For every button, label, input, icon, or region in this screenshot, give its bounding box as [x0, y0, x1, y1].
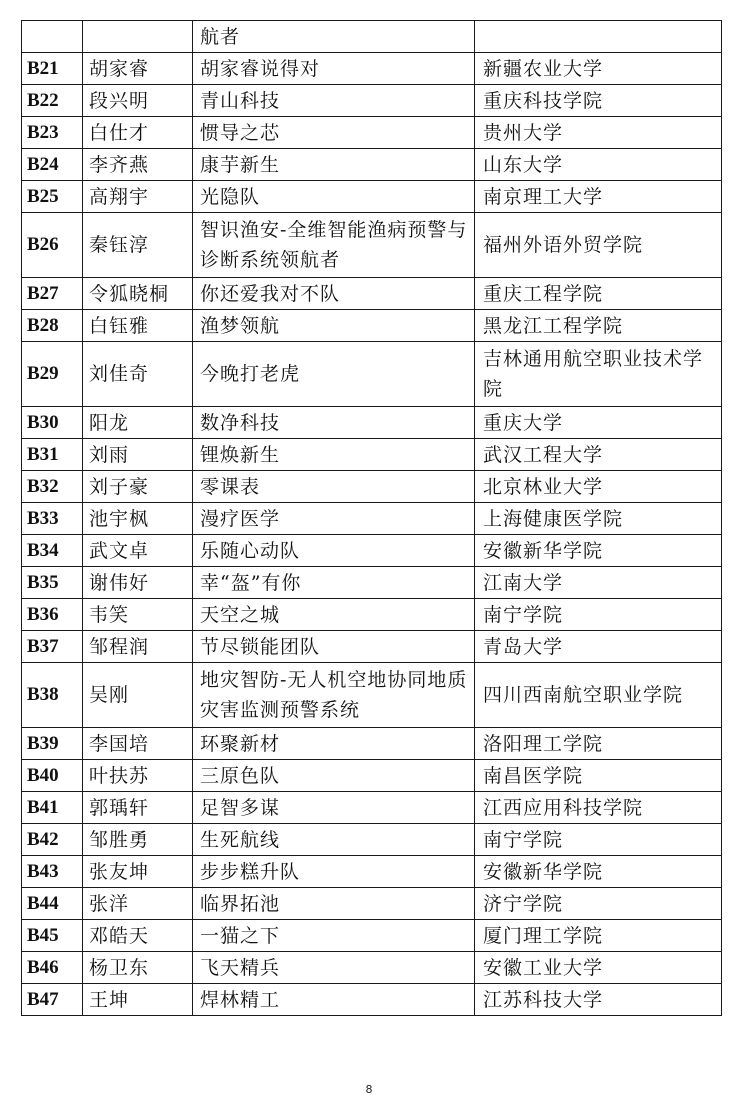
table-row: [22, 920, 722, 952]
project-name-cell: 环聚新材: [193, 728, 475, 760]
school-name-cell: 黑龙江工程学院: [475, 310, 722, 342]
team-id-cell: B38: [22, 663, 83, 728]
team-id-cell: B27: [22, 278, 83, 310]
team-id-cell: B37: [22, 631, 83, 663]
school-name-cell: 上海健康医学院: [475, 503, 722, 535]
leader-name-cell: 杨卫东: [83, 952, 193, 984]
team-list-table: [21, 20, 722, 1016]
table-row: [22, 181, 722, 213]
table-row: [22, 535, 722, 567]
team-id-cell: B28: [22, 310, 83, 342]
school-name-cell: 安徽新华学院: [475, 535, 722, 567]
leader-name-cell: 谢伟好: [83, 567, 193, 599]
team-id-cell: B22: [22, 85, 83, 117]
table-row: [22, 888, 722, 920]
leader-name-cell: [83, 21, 193, 53]
leader-name-cell: 李国培: [83, 728, 193, 760]
project-name-cell: 天空之城: [193, 599, 475, 631]
table-row: [22, 53, 722, 85]
leader-name-cell: 张友坤: [83, 856, 193, 888]
leader-name-cell: 李齐燕: [83, 149, 193, 181]
project-name-cell: 康芋新生: [193, 149, 475, 181]
leader-name-cell: 秦钰淳: [83, 213, 193, 278]
school-name-cell: 重庆大学: [475, 407, 722, 439]
team-id-cell: B32: [22, 471, 83, 503]
project-name-cell: 飞天精兵: [193, 952, 475, 984]
table-row: [22, 149, 722, 181]
project-name-cell: 锂焕新生: [193, 439, 475, 471]
school-name-cell: 新疆农业大学: [475, 53, 722, 85]
team-id-cell: [22, 21, 83, 53]
leader-name-cell: 王坤: [83, 984, 193, 1016]
team-id-cell: B42: [22, 824, 83, 856]
team-id-cell: B33: [22, 503, 83, 535]
school-name-cell: 济宁学院: [475, 888, 722, 920]
table-row: [22, 952, 722, 984]
team-list-body: [22, 21, 722, 1016]
table-row: [22, 278, 722, 310]
team-id-cell: B44: [22, 888, 83, 920]
project-name-cell: 智识渔安-全维智能渔病预警与诊断系统领航者: [193, 213, 475, 278]
leader-name-cell: 邹胜勇: [83, 824, 193, 856]
team-id-cell: B26: [22, 213, 83, 278]
school-name-cell: 吉林通用航空职业技术学院: [475, 342, 722, 407]
school-name-cell: 四川西南航空职业学院: [475, 663, 722, 728]
school-name-cell: 洛阳理工学院: [475, 728, 722, 760]
table-row: [22, 213, 722, 278]
school-name-cell: 江南大学: [475, 567, 722, 599]
project-name-cell: 焊林精工: [193, 984, 475, 1016]
team-id-cell: B23: [22, 117, 83, 149]
project-name-cell: 生死航线: [193, 824, 475, 856]
leader-name-cell: 白钰雅: [83, 310, 193, 342]
project-name-cell: 航者: [193, 21, 475, 53]
project-name-cell: 青山科技: [193, 85, 475, 117]
project-name-cell: 三原色队: [193, 760, 475, 792]
table-row: [22, 117, 722, 149]
team-id-cell: B25: [22, 181, 83, 213]
project-name-cell: 乐随心动队: [193, 535, 475, 567]
school-name-cell: 北京林业大学: [475, 471, 722, 503]
project-name-cell: 漫疗医学: [193, 503, 475, 535]
table-row: [22, 439, 722, 471]
school-name-cell: 山东大学: [475, 149, 722, 181]
school-name-cell: 贵州大学: [475, 117, 722, 149]
team-id-cell: B39: [22, 728, 83, 760]
table-row: [22, 631, 722, 663]
team-id-cell: B31: [22, 439, 83, 471]
project-name-cell: 今晚打老虎: [193, 342, 475, 407]
table-row: [22, 85, 722, 117]
leader-name-cell: 刘雨: [83, 439, 193, 471]
leader-name-cell: 郭瑀轩: [83, 792, 193, 824]
project-name-cell: 一猫之下: [193, 920, 475, 952]
project-name-cell: 你还爱我对不队: [193, 278, 475, 310]
team-id-cell: B45: [22, 920, 83, 952]
table-row: [22, 824, 722, 856]
project-name-cell: 光隐队: [193, 181, 475, 213]
page-number: 8: [365, 1083, 373, 1096]
school-name-cell: 重庆科技学院: [475, 85, 722, 117]
school-name-cell: 南昌医学院: [475, 760, 722, 792]
team-id-cell: B29: [22, 342, 83, 407]
project-name-cell: 渔梦领航: [193, 310, 475, 342]
school-name-cell: 南宁学院: [475, 599, 722, 631]
leader-name-cell: 阳龙: [83, 407, 193, 439]
table-row: [22, 407, 722, 439]
table-row: [22, 599, 722, 631]
project-name-cell: 零课表: [193, 471, 475, 503]
project-name-cell: 足智多谋: [193, 792, 475, 824]
leader-name-cell: 胡家睿: [83, 53, 193, 85]
leader-name-cell: 令狐晓桐: [83, 278, 193, 310]
team-id-cell: B30: [22, 407, 83, 439]
leader-name-cell: 高翔宇: [83, 181, 193, 213]
leader-name-cell: 白仕才: [83, 117, 193, 149]
table-row: [22, 342, 722, 407]
leader-name-cell: 张洋: [83, 888, 193, 920]
project-name-cell: 惯导之芯: [193, 117, 475, 149]
table-row: [22, 663, 722, 728]
team-id-cell: B43: [22, 856, 83, 888]
leader-name-cell: 叶扶苏: [83, 760, 193, 792]
project-name-cell: 临界拓池: [193, 888, 475, 920]
school-name-cell: 安徽工业大学: [475, 952, 722, 984]
team-id-cell: B24: [22, 149, 83, 181]
table-row: [22, 21, 722, 53]
project-name-cell: 幸“盔”有你: [193, 567, 475, 599]
team-id-cell: B41: [22, 792, 83, 824]
leader-name-cell: 武文卓: [83, 535, 193, 567]
team-id-cell: B36: [22, 599, 83, 631]
school-name-cell: [475, 21, 722, 53]
school-name-cell: 重庆工程学院: [475, 278, 722, 310]
table-row: [22, 792, 722, 824]
leader-name-cell: 刘佳奇: [83, 342, 193, 407]
table-row: [22, 760, 722, 792]
leader-name-cell: 吴刚: [83, 663, 193, 728]
school-name-cell: 福州外语外贸学院: [475, 213, 722, 278]
school-name-cell: 厦门理工学院: [475, 920, 722, 952]
leader-name-cell: 段兴明: [83, 85, 193, 117]
team-id-cell: B40: [22, 760, 83, 792]
table-row: [22, 503, 722, 535]
project-name-cell: 胡家睿说得对: [193, 53, 475, 85]
school-name-cell: 安徽新华学院: [475, 856, 722, 888]
leader-name-cell: 邓皓天: [83, 920, 193, 952]
project-name-cell: 数净科技: [193, 407, 475, 439]
table-row: [22, 310, 722, 342]
table-row: [22, 984, 722, 1016]
team-id-cell: B35: [22, 567, 83, 599]
leader-name-cell: 刘子豪: [83, 471, 193, 503]
school-name-cell: 南京理工大学: [475, 181, 722, 213]
school-name-cell: 江苏科技大学: [475, 984, 722, 1016]
team-id-cell: B21: [22, 53, 83, 85]
leader-name-cell: 韦笑: [83, 599, 193, 631]
table-row: [22, 856, 722, 888]
project-name-cell: 地灾智防-无人机空地协同地质灾害监测预警系统: [193, 663, 475, 728]
project-name-cell: 节尽锁能团队: [193, 631, 475, 663]
team-id-cell: B46: [22, 952, 83, 984]
school-name-cell: 武汉工程大学: [475, 439, 722, 471]
table-row: [22, 567, 722, 599]
table-row: [22, 471, 722, 503]
school-name-cell: 青岛大学: [475, 631, 722, 663]
team-id-cell: B47: [22, 984, 83, 1016]
table-row: [22, 728, 722, 760]
team-id-cell: B34: [22, 535, 83, 567]
leader-name-cell: 池宇枫: [83, 503, 193, 535]
leader-name-cell: 邹程润: [83, 631, 193, 663]
school-name-cell: 江西应用科技学院: [475, 792, 722, 824]
project-name-cell: 步步糕升队: [193, 856, 475, 888]
school-name-cell: 南宁学院: [475, 824, 722, 856]
